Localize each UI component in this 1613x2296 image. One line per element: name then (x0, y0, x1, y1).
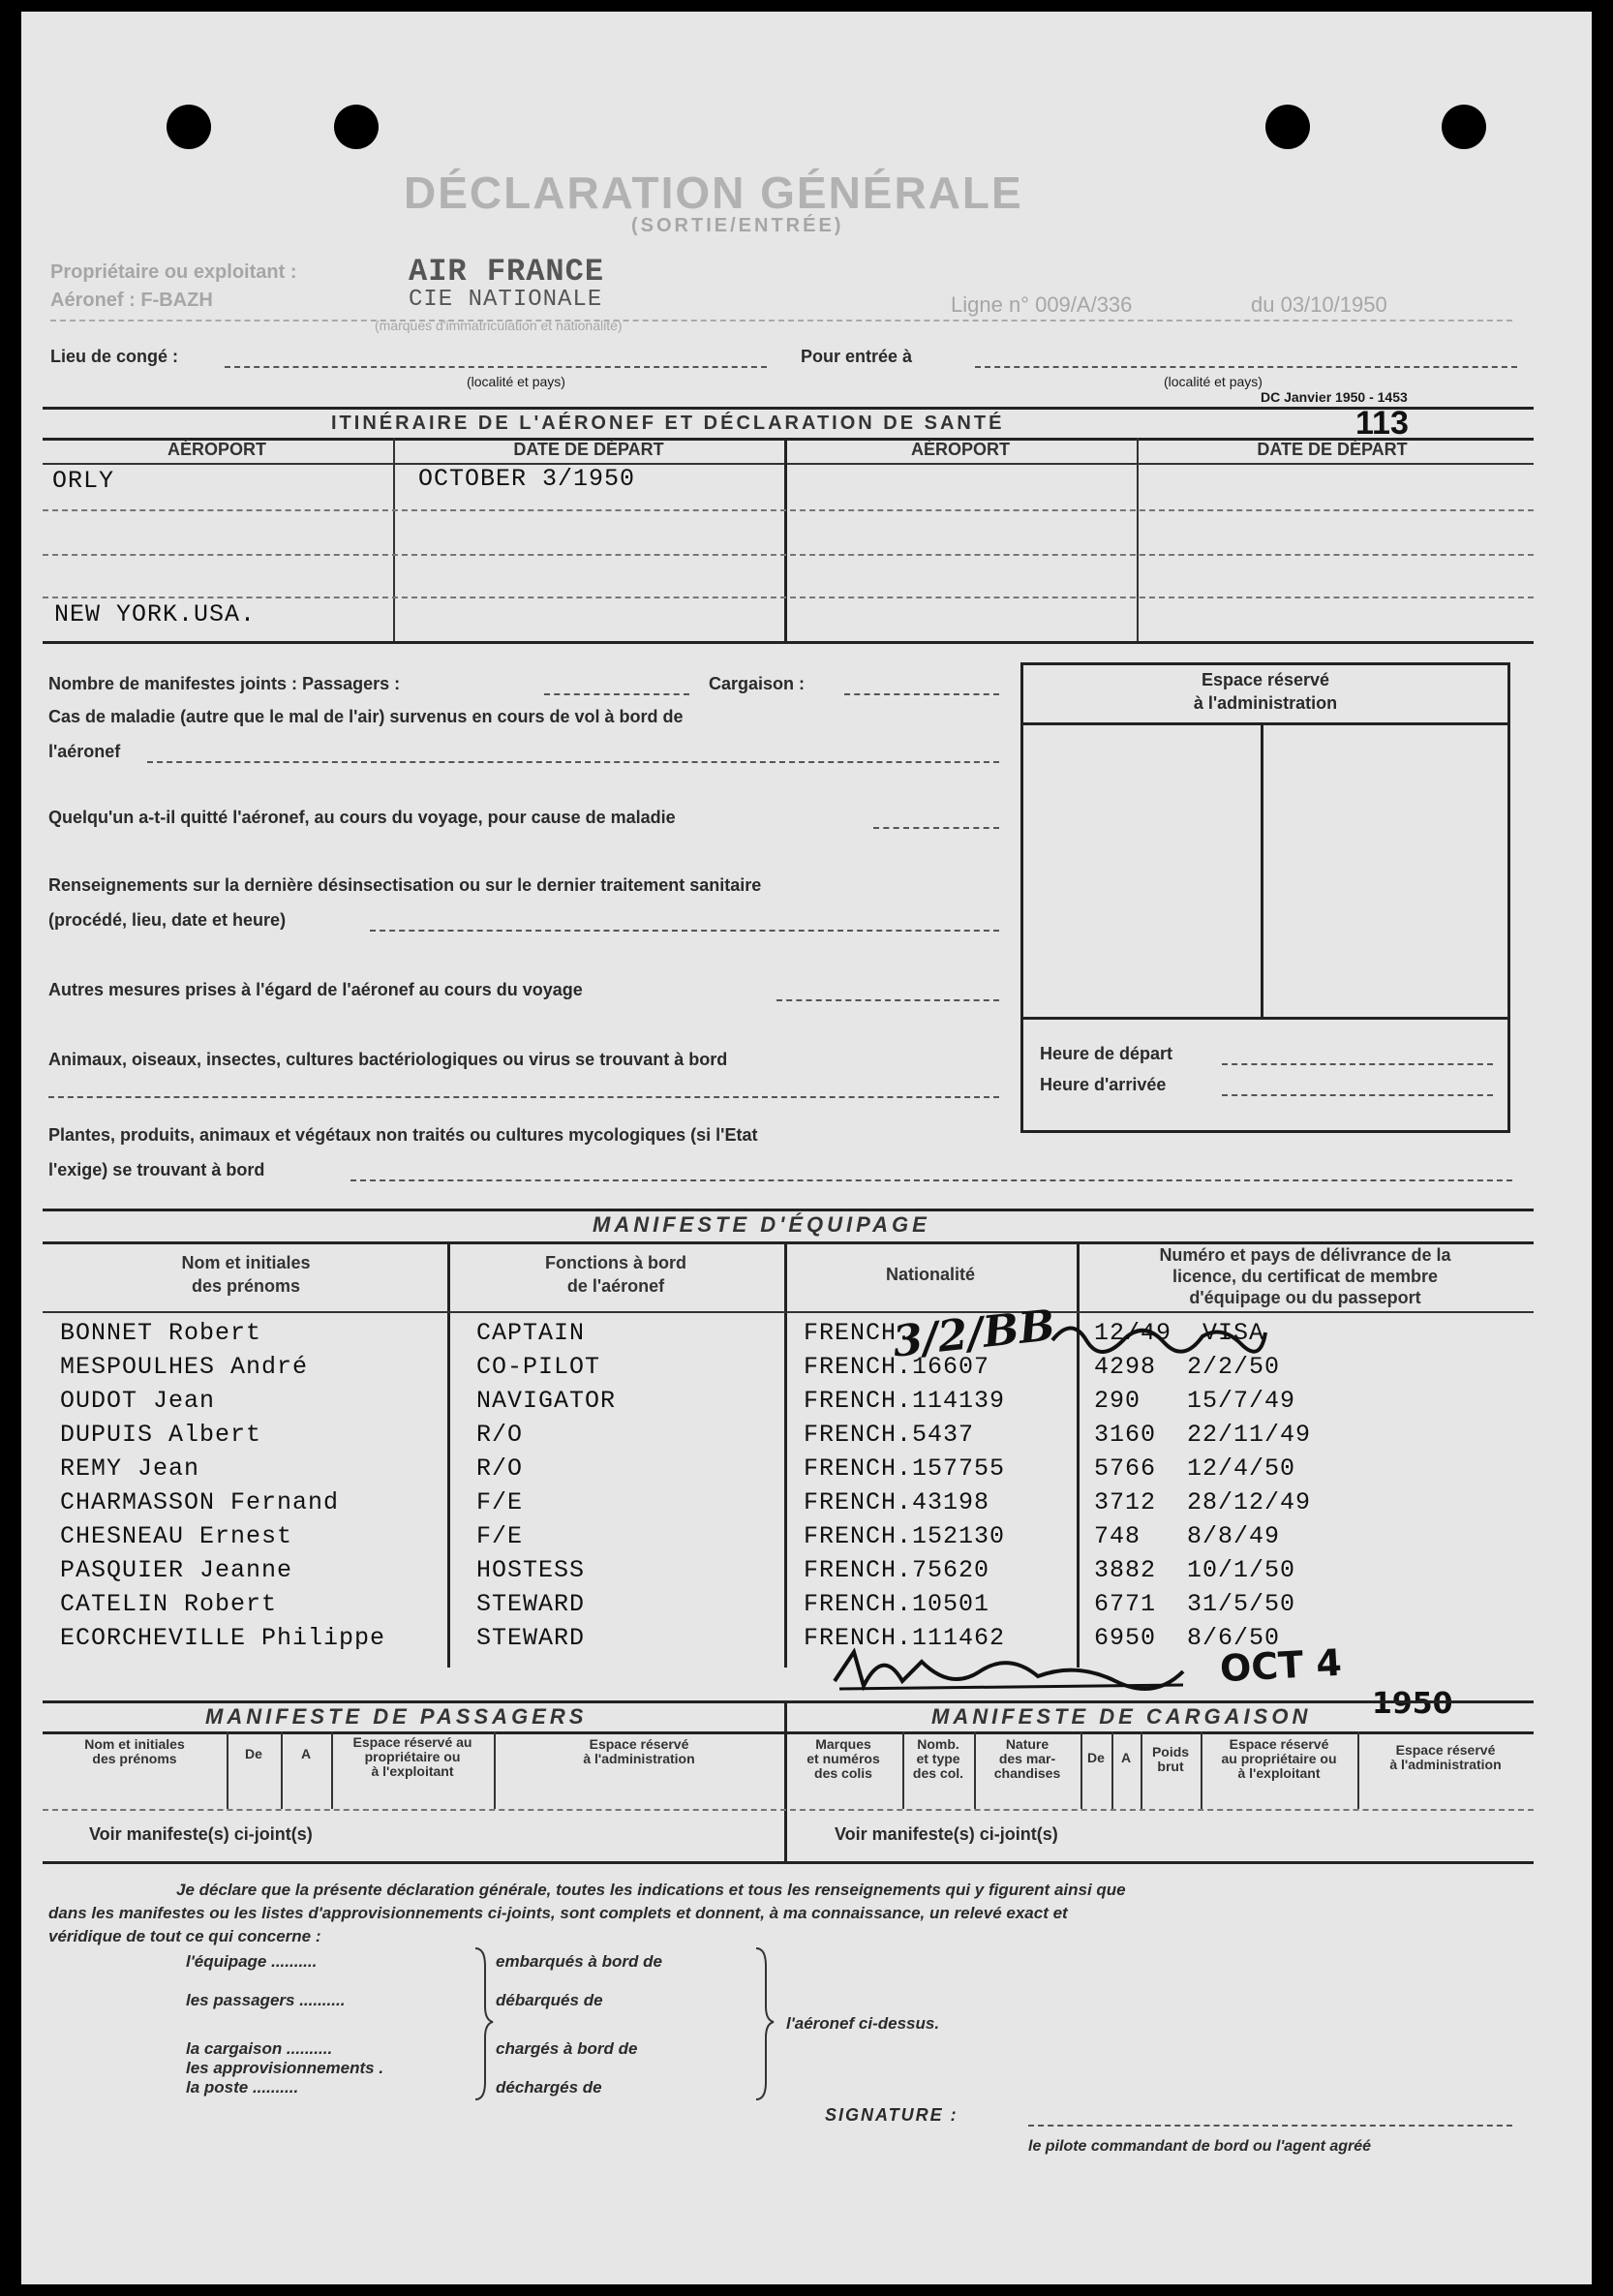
crew-name: PASQUIER Jeanne (60, 1556, 293, 1584)
crew-licence: 4298 2/2/50 (1094, 1353, 1281, 1381)
crew-licence: 290 15/7/49 (1094, 1387, 1296, 1415)
crew-function: CO-PILOT (476, 1353, 601, 1381)
lieu-conge-label: Lieu de congé : (50, 347, 179, 366)
declaration-line: Je déclare que la présente déclaration générale, toutes les indications et tous les renseignements qui y figurent ainsi que (176, 1881, 1126, 1899)
crew-col-numero: d'équipage ou du passeport (1189, 1288, 1421, 1307)
crew-manifest-title: MANIFESTE D'ÉQUIPAGE (593, 1212, 930, 1237)
destination-airport: NEW YORK.USA. (54, 600, 257, 628)
operator-name: AIR FRANCE (409, 254, 605, 290)
animaux-question: Animaux, oiseaux, insectes, cultures bactériologiques ou virus se trouvant à bord (48, 1050, 728, 1069)
col-date-depart: DATE DE DÉPART (1257, 440, 1408, 459)
crew-name: MESPOULHES André (60, 1353, 309, 1381)
passenger-manifest-title: MANIFESTE DE PASSAGERS (205, 1704, 588, 1729)
desinsect-question-cont: (procédé, lieu, date et heure) (48, 910, 287, 930)
crew-licence: 6771 31/5/50 (1094, 1590, 1296, 1618)
decl-poste: la poste .......... (186, 2078, 299, 2097)
crew-licence: 748 8/8/49 (1094, 1522, 1281, 1550)
table-row (43, 1522, 1534, 1556)
crew-nationality: FRENCH.43198 (804, 1488, 990, 1516)
crew-col-nationalite: Nationalité (885, 1265, 975, 1284)
table-row (43, 1454, 1534, 1488)
departure-date: OCTOBER 3/1950 (418, 465, 636, 493)
crew-function: F/E (476, 1488, 524, 1516)
autres-question: Autres mesures prises à l'égard de l'aéronef au cours du voyage (48, 980, 583, 999)
crew-nationality: FRENCH.16607 (804, 1353, 990, 1381)
crew-col-fonction: de l'aéronef (566, 1276, 665, 1296)
pax-col-a: A (300, 1746, 312, 1761)
maladie-question-cont: l'aéronef (48, 742, 121, 761)
cargo-col-admin: Espace réservé à l'administration (1389, 1742, 1502, 1772)
cargo-col-de: De (1087, 1750, 1105, 1765)
punch-hole (167, 105, 211, 149)
crew-function: F/E (476, 1522, 524, 1550)
pilote-note: le pilote commandant de bord ou l'agent agréé (1028, 2138, 1372, 2155)
crew-col-fonction: Fonctions à bord (545, 1253, 686, 1272)
table-row (43, 1319, 1534, 1353)
form-title: DÉCLARATION GÉNÉRALE (404, 168, 1023, 218)
form-number: 113 (1355, 405, 1409, 442)
table-row (43, 1421, 1534, 1454)
table-row (43, 1590, 1534, 1624)
pax-col-de: De (245, 1746, 262, 1761)
table-row (43, 1353, 1534, 1387)
decl-approv: les approvisionnements . (186, 2059, 384, 2077)
localite-note: (localité et pays) (467, 374, 565, 389)
itinerary-title: ITINÉRAIRE DE L'AÉRONEF ET DÉCLARATION DE SANTÉ (331, 413, 1005, 434)
decl-decharges: déchargés de (496, 2078, 602, 2097)
crew-function: CAPTAIN (476, 1319, 586, 1347)
crew-col-numero: licence, du certificat de membre (1172, 1267, 1439, 1286)
punch-hole (1442, 105, 1486, 149)
quitte-question: Quelqu'un a-t-il quitté l'aéronef, au cours du voyage, pour cause de maladie (48, 808, 676, 827)
crew-licence: 3712 28/12/49 (1094, 1488, 1312, 1516)
table-row (43, 1556, 1534, 1590)
decl-aeronef: l'aéronef ci-dessus. (786, 2014, 940, 2033)
crew-licence: 6950 8/6/50 (1094, 1624, 1281, 1652)
handwritten-scribble (1048, 1311, 1270, 1360)
heure-depart-label: Heure de départ (1040, 1044, 1173, 1063)
heure-arrivee-label: Heure d'arrivée (1040, 1075, 1167, 1094)
plantes-question: Plantes, produits, animaux et végétaux non traités ou cultures mycologiques (si l'Etat (48, 1125, 758, 1145)
table-row (43, 1387, 1534, 1421)
manifestes-label: Nombre de manifestes joints : Passagers : (48, 674, 401, 693)
ligne-date: du 03/10/1950 (1251, 292, 1387, 317)
pour-entree-label: Pour entrée à (801, 347, 913, 366)
crew-nationality: FRENCH.75620 (804, 1556, 990, 1584)
pax-col-exploitant: Espace réservé au propriétaire ou à l'exploitant (352, 1734, 472, 1779)
crew-nationality: FRENCH.157755 (804, 1454, 1006, 1483)
label-proprietaire: Propriétaire ou exploitant : (50, 261, 297, 283)
decl-debarques: débarqués de (496, 1991, 603, 2009)
crew-function: R/O (476, 1454, 524, 1483)
admin-box-title: à l'administration (1193, 693, 1338, 713)
crew-function: NAVIGATOR (476, 1387, 617, 1415)
col-date-depart: DATE DE DÉPART (513, 440, 664, 459)
signature-label: SIGNATURE : (825, 2105, 959, 2125)
crew-nationality: FRENCH.114139 (804, 1387, 1006, 1415)
punch-hole (334, 105, 379, 149)
crew-name: BONNET Robert (60, 1319, 262, 1347)
decl-charges: chargés à bord de (496, 2039, 638, 2058)
decl-equipage: l'équipage .......... (186, 1952, 318, 1971)
crew-name: CATELIN Robert (60, 1590, 278, 1618)
marques-note: (marques d'immatriculation et nationalité) (375, 318, 623, 333)
crew-nationality: FRENCH.5437 (804, 1421, 975, 1449)
crew-col-nom: Nom et initiales (181, 1253, 311, 1272)
crew-col-nom: des prénoms (191, 1276, 301, 1296)
stamp-date: OCT 4 (1218, 1640, 1343, 1691)
crew-function: STEWARD (476, 1590, 586, 1618)
crew-name: REMY Jean (60, 1454, 200, 1483)
punch-hole (1265, 105, 1310, 149)
cargaison-label: Cargaison : (709, 674, 806, 693)
crew-col-numero: Numéro et pays de délivrance de la (1159, 1245, 1451, 1265)
cargo-col-a: A (1120, 1750, 1132, 1765)
cargo-col-poids: Poids brut (1151, 1744, 1190, 1774)
crew-function: STEWARD (476, 1624, 586, 1652)
crew-name: CHARMASSON Fernand (60, 1488, 340, 1516)
decl-cargaison: la cargaison .......... (186, 2039, 333, 2058)
cargo-col-marques: Marques et numéros des colis (806, 1736, 880, 1781)
localite-note: (localité et pays) (1164, 374, 1263, 389)
col-aeroport: AÉROPORT (167, 440, 266, 459)
table-row (43, 1488, 1534, 1522)
dc-reference: DC Janvier 1950 - 1453 (1261, 389, 1408, 405)
document-sheet (21, 12, 1592, 2284)
crew-name: DUPUIS Albert (60, 1421, 262, 1449)
admin-box-title: Espace réservé (1201, 670, 1330, 689)
crew-name: CHESNEAU Ernest (60, 1522, 293, 1550)
declaration-line: dans les manifestes ou les listes d'approvisionnements ci-joints, sont complets et donnent, à ma connaissance, un relevé exact et (48, 1904, 1068, 1922)
crew-name: ECORCHEVILLE Philippe (60, 1624, 386, 1652)
crew-nationality: FRENCH.152130 (804, 1522, 1006, 1550)
cargo-col-nomb: Nomb. et type des col. (912, 1736, 964, 1781)
pax-col-nom: Nom et initiales des prénoms (84, 1736, 185, 1766)
cargo-col-nature: Nature des mar- chandises (993, 1736, 1061, 1781)
signature-image (825, 1642, 1193, 1700)
cargo-col-exploitant: Espace réservé au propriétaire ou à l'exploitant (1221, 1736, 1337, 1781)
crew-nationality: FRENCH. (804, 1319, 913, 1347)
crew-licence: 3882 10/1/50 (1094, 1556, 1296, 1584)
crew-licence: 3160 22/11/49 (1094, 1421, 1312, 1449)
pax-col-admin: Espace réservé à l'administration (583, 1736, 695, 1766)
crew-function: HOSTESS (476, 1556, 586, 1584)
cargo-manifest-title: MANIFESTE DE CARGAISON (931, 1704, 1312, 1729)
plantes-question-cont: l'exige) se trouvant à bord (48, 1160, 265, 1179)
origin-airport: ORLY (52, 467, 115, 495)
crew-nationality: FRENCH.111462 (804, 1624, 1006, 1652)
declaration-line: véridique de tout ce qui concerne : (48, 1927, 321, 1945)
crew-nationality: FRENCH.10501 (804, 1590, 990, 1618)
crew-name: OUDOT Jean (60, 1387, 216, 1415)
pax-voir-manifeste: Voir manifeste(s) ci-joint(s) (89, 1824, 313, 1844)
decl-passagers: les passagers .......... (186, 1991, 346, 2009)
col-aeroport: AÉROPORT (910, 440, 1010, 459)
operator-sub: CIE NATIONALE (409, 287, 603, 313)
handwritten-note: 3/2/BB (890, 1301, 1057, 1367)
brace-icon (472, 1946, 495, 2101)
decl-embarques: embarqués à bord de (496, 1952, 662, 1971)
crew-licence: 12/49 VISA (1094, 1319, 1265, 1347)
label-aeronef: Aéronef : F-BAZH (50, 290, 213, 311)
ligne-number: Ligne n° 009/A/336 (951, 292, 1133, 317)
crew-function: R/O (476, 1421, 524, 1449)
crew-licence: 5766 12/4/50 (1094, 1454, 1296, 1483)
stamp-year: 1950 (1372, 1687, 1453, 1721)
desinsect-question: Renseignements sur la dernière désinsectisation ou sur le dernier traitement sanitaire (48, 875, 762, 895)
maladie-question: Cas de maladie (autre que le mal de l'air) survenus en cours de vol à bord de (48, 707, 684, 726)
form-subtitle: (SORTIE/ENTRÉE) (631, 215, 844, 236)
brace-icon (752, 1946, 776, 2101)
cargo-voir-manifeste: Voir manifeste(s) ci-joint(s) (835, 1824, 1058, 1844)
